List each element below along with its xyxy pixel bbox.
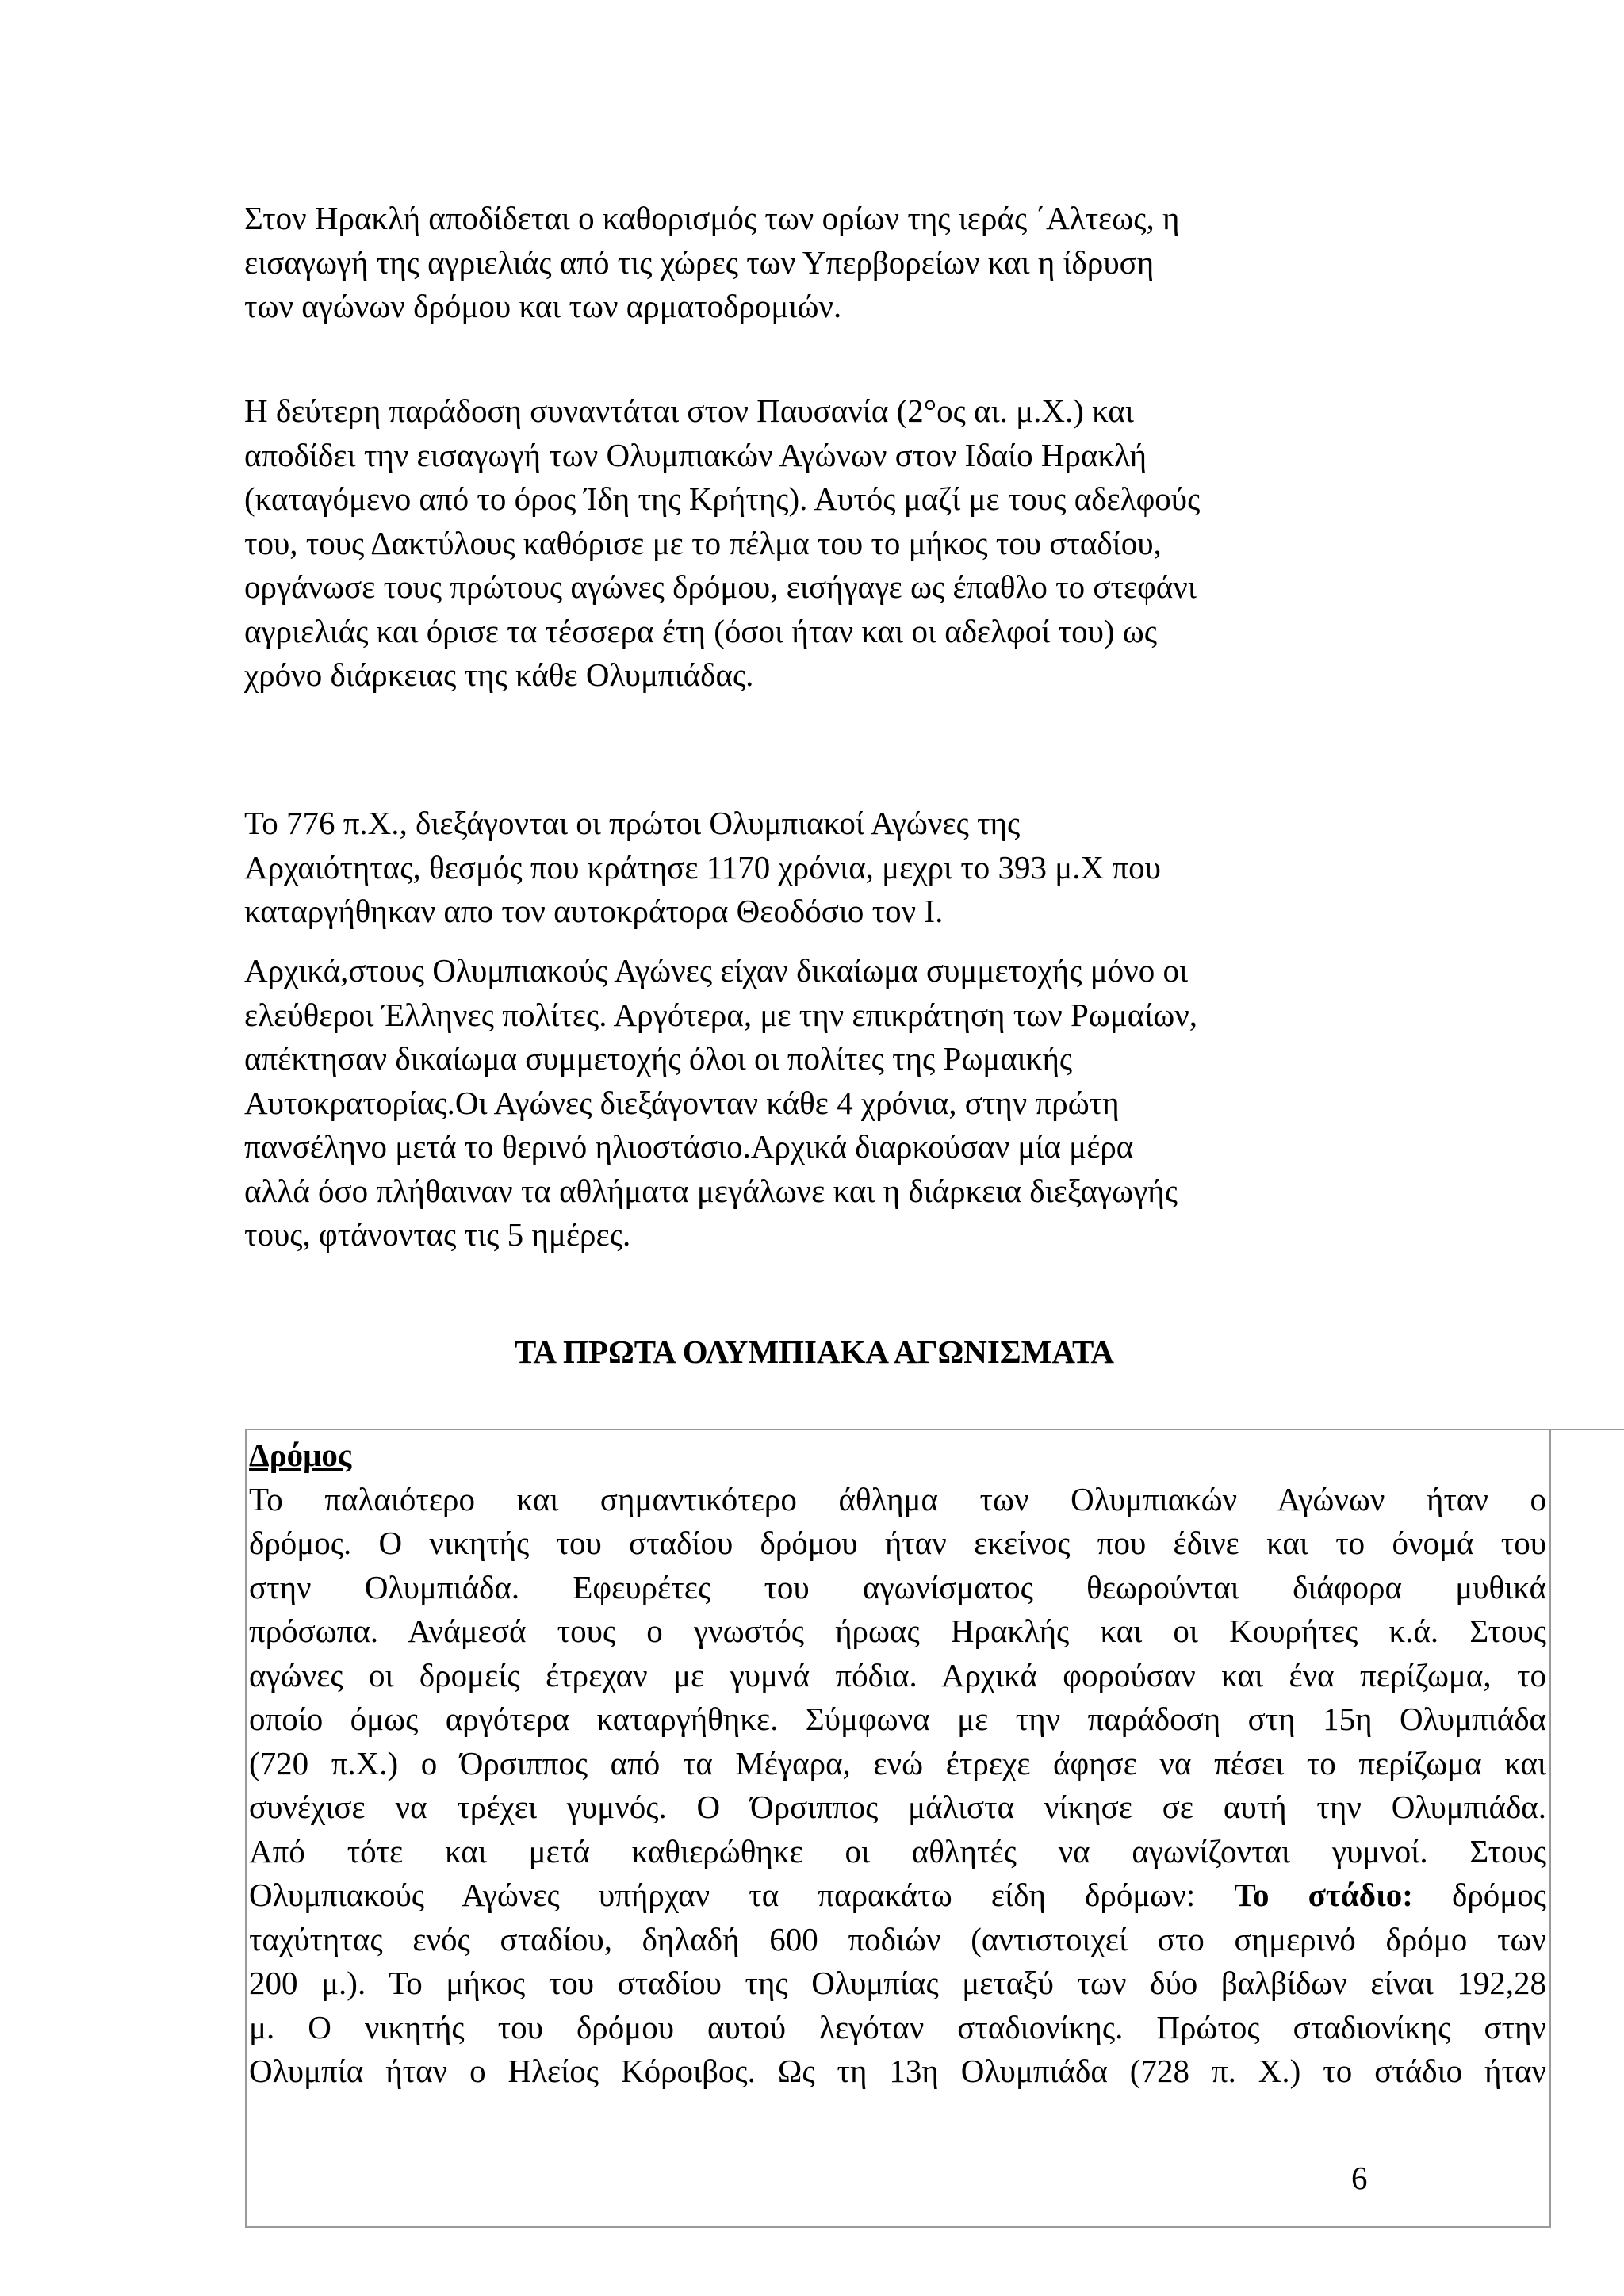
text-line: αγώνες οι δρομείς έτρεχαν με γυμνά πόδια. Αρχικά φορούσαν και ένα περίζωμα, το [249, 1656, 1546, 1693]
table-left-border [245, 1429, 247, 2228]
paragraph-776bc [244, 802, 1386, 934]
text-segment: Ολυμπιακούς Αγώνες υπήρχαν τα παρακάτω είδη δρόμων: [249, 1877, 1196, 1913]
text-line: (καταγόμενο από το όρος Ίδη της Κρήτης). Αυτός μαζί με τους αδελφούς [244, 480, 1201, 517]
text-line: χρόνο διάρκειας της κάθε Ολυμπιάδας. [244, 656, 754, 693]
text-line: 200 μ.). Το μήκος του σταδίου της Ολυμπίας μεταξύ των δύο βαλβίδων είναι 192,28 [249, 1965, 1546, 2001]
text-line: αποδίδει την εισαγωγή των Ολυμπιακών Αγώνων στον Ιδαίο Ηρακλή [244, 436, 1147, 473]
text-line: οποίο όμως αργότερα καταργήθηκε. Σύμφωνα με την παράδοση στη 15η Ολυμπιάδα [249, 1701, 1546, 1737]
text-line: οργάνωσε τους πρώτους αγώνες δρόμου, εισήγαγε ως έπαθλο το στεφάνι [244, 568, 1197, 605]
text-line: δρόμος. Ο νικητής του σταδίου δρόμου ήταν εκείνος που έδινε και το όνομά του [249, 1525, 1546, 1561]
section-heading-text: ΤΑ ΠΡΩΤΑ ΟΛΥΜΠΙΑΚΑ ΑΓΩΝΙΣΜΑΤΑ [515, 1334, 1114, 1370]
text-line: αλλά όσο πλήθαιναν τα αθλήματα μεγάλωνε και η διάρκεια διεξαγωγής [244, 1172, 1178, 1209]
text-line: καταργήθηκαν απο τον αυτοκράτορα Θεοδόσιο τον Ι. [244, 893, 944, 929]
text-line: Η δεύτερη παράδοση συναντάται στον Παυσανία (2°ος αι. μ.Χ.) και [244, 392, 1134, 429]
text-line: πρόσωπα. Ανάμεσά τους ο γνωστός ήρωας Ηρακλής και οι Κουρήτες κ.ά. Στους [249, 1613, 1546, 1649]
text-line: πανσέληνο μετά το θερινό ηλιοστάσιο.Αρχικά διαρκούσαν μία μέρα [244, 1128, 1134, 1165]
cell-title: Δρόμος [249, 1437, 352, 1473]
paragraph-pausanias [244, 389, 1386, 698]
text-line: Αρχαιότητας, θεσμός που κράτησε 1170 χρόνια, μεχρι το 393 μ.Χ που [244, 848, 1161, 886]
text-line: στην Ολυμπιάδα. Εφευρέτες του αγωνίσματος θεωρούνται διάφορα μυθικά [249, 1568, 1546, 1605]
text-line: Από τότε και μετά καθιερώθηκε οι αθλητές να αγωνίζονται γυμνοί. Στους [249, 1832, 1546, 1869]
text-line: ταχύτητας ενός σταδίου, δηλαδή 600 ποδιών (αντιστοιχεί στο σημερινό δρόμο των [249, 1920, 1546, 1957]
section-heading [0, 1332, 1624, 1372]
paragraph-participation [244, 949, 1386, 1257]
text-line: συνέχισε να τρέχει γυμνός. Ο Όρσιππος μάλιστα νίκησε σε αυτή την Ολυμπιάδα. [249, 1789, 1546, 1825]
text-line: των αγώνων δρόμου και των αρματοδρομιών. [244, 288, 842, 324]
page-number: 6 [1351, 2160, 1368, 2196]
paragraph-heracles [244, 197, 1386, 329]
bold-term: Το στάδιο: [1234, 1877, 1413, 1913]
text-line: Αυτοκρατορίας.Οι Αγώνες διεξάγονταν κάθε 4 χρόνια, στην πρώτη [244, 1084, 1120, 1121]
text-line: αγριελιάς και όρισε τα τέσσερα έτη (όσοι ήταν και οι αδελφοί του) ως [244, 612, 1158, 649]
text-line: Στον Ηρακλή αποδίδεται ο καθορισμός των ορίων της ιεράς ΄Αλτεως, η [244, 200, 1180, 236]
text-segment: δρόμος [1452, 1877, 1546, 1913]
text-line: (720 π.Χ.) ο Όρσιππος από τα Μέγαρα, ενώ έτρεχε άφησε να πέσει το περίζωμα και [249, 1744, 1546, 1781]
text-line: του, τους Δακτύλους καθόρισε με το πέλμα του το μήκος του σταδίου, [244, 524, 1162, 561]
text-line: απέκτησαν δικαίωμα συμμετοχής όλοι οι πολίτες της Ρωμαικής [244, 1040, 1073, 1077]
text-line: Το παλαιότερο και σημαντικότερο άθλημα των Ολυμπιακών Αγώνων ήταν ο [249, 1480, 1546, 1517]
text-line: Ολυμπία ήταν ο Ηλείος Κόροιβος. Ως τη 13η Ολυμπιάδα (728 π. Χ.) το στάδιο ήταν [249, 2053, 1546, 2089]
table-bottom-border [245, 2226, 1551, 2228]
table-right-border [1549, 1429, 1551, 2228]
text-line: τους, φτάνοντας τις 5 ημέρες. [244, 1216, 631, 1253]
text-line: Αρχικά,στους Ολυμπιακούς Αγώνες είχαν δικαίωμα συμμετοχής μόνο οι [244, 952, 1189, 989]
text-line-with-bold [249, 1873, 1546, 1918]
text-line: Το 776 π.Χ., διεξάγονται οι πρώτοι Ολυμπιακοί Αγώνες της [244, 805, 1021, 841]
table-cell-dromos [249, 1433, 1546, 2094]
text-line: εισαγωγή της αγριελιάς από τις χώρες των Υπερβορείων και η ίδρυση [244, 243, 1155, 281]
text-line: μ. Ο νικητής του δρόμου αυτού λεγόταν σταδιονίκης. Πρώτος σταδιονίκης στην [249, 2008, 1546, 2045]
text-line: ελεύθεροι Έλληνες πολίτες. Αργότερα, με την επικράτηση των Ρωμαίων, [244, 996, 1198, 1033]
